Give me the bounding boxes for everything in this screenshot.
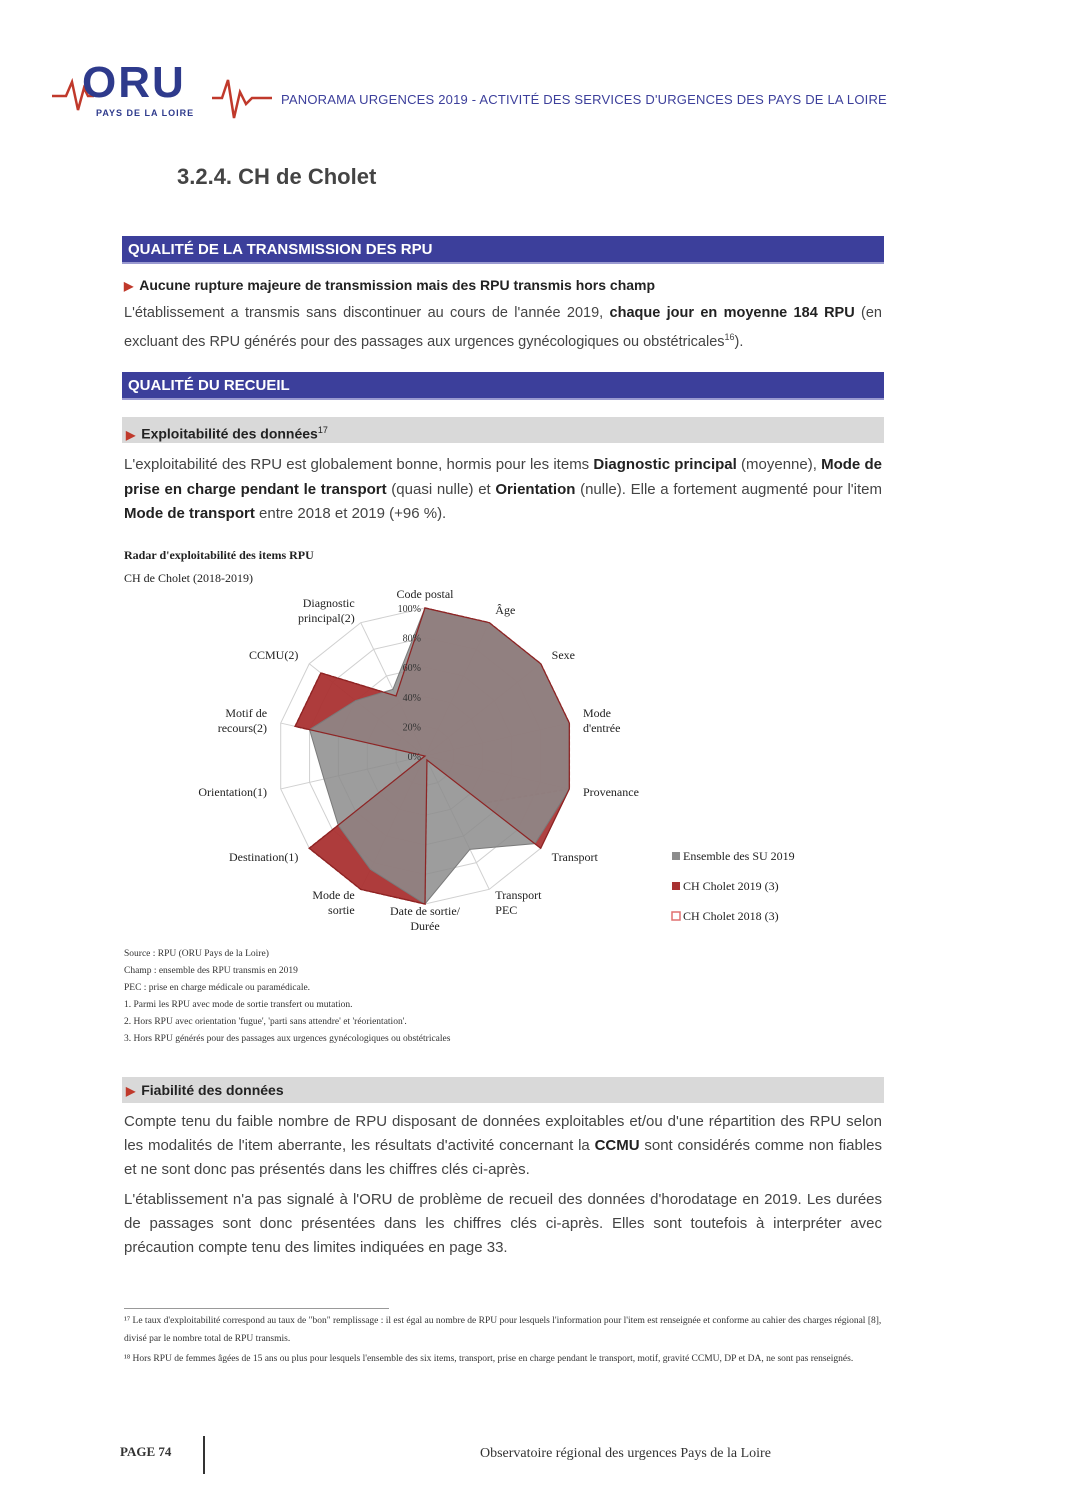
bold-run: Mode de transport <box>124 505 255 522</box>
source-line: 2. Hors RPU avec orientation 'fugue', 'parti sans attendre' et 'réorientation'. <box>124 1017 407 1027</box>
fiab-title: Fiabilité des données <box>141 1082 284 1098</box>
footer-divider <box>203 1436 205 1474</box>
radar-axis-label: Sexe <box>551 647 575 662</box>
footer-organization: Observatoire régional des urgences Pays de la Loire <box>480 1446 771 1461</box>
triangle-right-icon: ▶ <box>126 1084 136 1098</box>
legend-swatch <box>672 912 680 920</box>
radar-axis-label: Date de sortie/ Durée <box>390 904 460 933</box>
radar-tick-label: 80% <box>402 633 421 645</box>
footnote-ref: 17 <box>317 425 328 435</box>
bold-run: Diagnostic principal <box>593 456 737 473</box>
radar-chart <box>120 580 880 950</box>
section-title: 3.2.4. CH de Cholet <box>177 164 377 189</box>
chart-subtitle: CH de Cholet (2018-2019) <box>124 571 253 585</box>
text-run: (en excluant des RPU générés pour des passages aux urgences gynécologiques ou obstétricales <box>124 305 882 350</box>
logo-text: ORU <box>82 58 186 107</box>
radar-tick-label: 20% <box>402 722 421 734</box>
oru-logo <box>52 58 272 130</box>
radar-tick-label: 40% <box>402 692 421 704</box>
source-line: Champ : ensemble des RPU transmis en 2019 <box>124 966 298 976</box>
radar-tick-label: 0% <box>407 752 421 763</box>
source-line: PEC : prise en charge médicale ou paramédicale. <box>124 983 311 993</box>
text-run: ). <box>734 333 744 350</box>
radar-axis-label: Transport <box>551 850 598 865</box>
source-line: 1. Parmi les RPU avec mode de sortie transfert ou mutation. <box>124 1000 353 1010</box>
transmission-paragraph <box>124 301 882 354</box>
radar-axis-label: Destination(1) <box>229 850 299 865</box>
chart-source-notes <box>124 946 450 1048</box>
text-run: (moyenne), <box>736 456 822 473</box>
text-run: sont considérés comme non fiables et ne sont donc pas présentés dans les chiffres clés ci-après. <box>124 1137 882 1178</box>
text-run: L'exploitabilité des RPU est globalement bonne, hormis pour les items <box>124 456 594 473</box>
banner-recueil: QUALITÉ DU RECUEIL <box>122 372 884 400</box>
radar-axis-label: Diagnostic principal(2) <box>298 596 355 626</box>
legend-label: CH Cholet 2019 (3) <box>683 879 779 893</box>
footnote-rule <box>124 1308 389 1309</box>
legend-swatch <box>672 882 680 890</box>
legend-label: Ensemble des SU 2019 <box>683 849 795 863</box>
logo-subtitle: PAYS DE LA LOIRE <box>96 108 195 118</box>
triangle-right-icon: ▶ <box>124 279 134 293</box>
triangle-right-icon: ▶ <box>126 427 136 442</box>
page-number: PAGE 74 <box>120 1444 172 1459</box>
point-title-text: Aucune rupture majeure de transmission mais des RPU transmis hors champ <box>139 277 656 293</box>
bold-run: chaque jour en moyenne 184 RPU <box>609 305 855 321</box>
radar-axis-label: Code postal <box>396 587 454 601</box>
radar-axis-label: Motif de recours(2) <box>217 705 268 735</box>
fiab-title-bar <box>122 1077 884 1103</box>
radar-axis-label: CCMU(2) <box>248 647 299 662</box>
header-title: PANORAMA URGENCES 2019 - ACTIVITÉ DES SERVICES D'URGENCES DES PAYS DE LA LOIRE <box>281 92 887 107</box>
point-transmission-title <box>124 277 655 293</box>
chart-title: Radar d'exploitabilité des items RPU <box>124 548 314 562</box>
radar-axis-label: Orientation(1) <box>198 785 268 800</box>
bold-run: Mode de prise en charge pendant le transport <box>124 456 882 498</box>
bold-run: Orientation <box>495 480 576 498</box>
source-line: Source : RPU (ORU Pays de la Loire) <box>124 949 269 959</box>
legend-swatch <box>672 852 680 860</box>
exploit-title: Exploitabilité des données <box>141 425 318 442</box>
radar-axis-label: Mode de sortie <box>312 887 355 917</box>
radar-axis-label: Mode d'entrée <box>582 705 621 735</box>
footnote-ref: 16 <box>724 332 735 342</box>
banner-transmission: QUALITÉ DE LA TRANSMISSION DES RPU <box>122 236 884 264</box>
radar-axis-label: Transport PEC <box>495 887 542 917</box>
text-run: Compte tenu du faible nombre de RPU disposant de données exploitables et/ou d'une répartition des RPU selon les modalités de l'item aberrante, les résultats d'activité concernant la <box>124 1113 882 1154</box>
bold-run: CCMU <box>594 1137 640 1154</box>
text-run: (nulle). Elle a fortement augmenté pour l'item <box>575 480 882 498</box>
footnote-17: ¹⁷ Le taux d'exploitabilité correspond au taux de "bon" remplissage : il est égal au nombre de RPU pour lesquels l'information pour l'item est renseignée et conforme au cahier des charges régional [8], divisé par le nombre total de RPU transmis. <box>124 1316 882 1344</box>
source-line: 3. Hors RPU générés pour des passages aux urgences gynécologiques ou obstétricales <box>124 1034 451 1044</box>
radar-axis-label: Provenance <box>582 785 639 800</box>
legend-label: CH Cholet 2018 (3) <box>683 909 779 923</box>
text-run: L'établissement a transmis sans discontinuer au cours de l'année 2019, <box>124 305 610 321</box>
fiab-paragraph-2: L'établissement n'a pas signalé à l'ORU de problème de recueil des données d'horodatage en 2019. Les durées de passages sont donc présentées dans les chiffres clés ci-après. Elles sont toutefois à interpréter avec précaution compte tenu des limites indiquées en page 33. <box>124 1191 882 1256</box>
text-run: (quasi nulle) et <box>386 480 496 498</box>
exploit-title-bar <box>122 417 884 443</box>
radar-axis-label: Âge <box>495 603 516 618</box>
footnote-18: ¹⁸ Hors RPU de femmes âgées de 15 ans ou plus pour lesquels l'ensemble des six items, transport, prise en charge pendant le transport, motif, gravité CCMU, DP et DA, ne sont pas renseignés. <box>124 1354 854 1364</box>
fiab-paragraph-1 <box>124 1110 882 1182</box>
exploit-paragraph <box>124 453 882 527</box>
text-run: entre 2018 et 2019 (+96 %). <box>254 505 447 522</box>
radar-tick-label: 60% <box>402 663 421 675</box>
radar-tick-label: 100% <box>397 604 421 615</box>
